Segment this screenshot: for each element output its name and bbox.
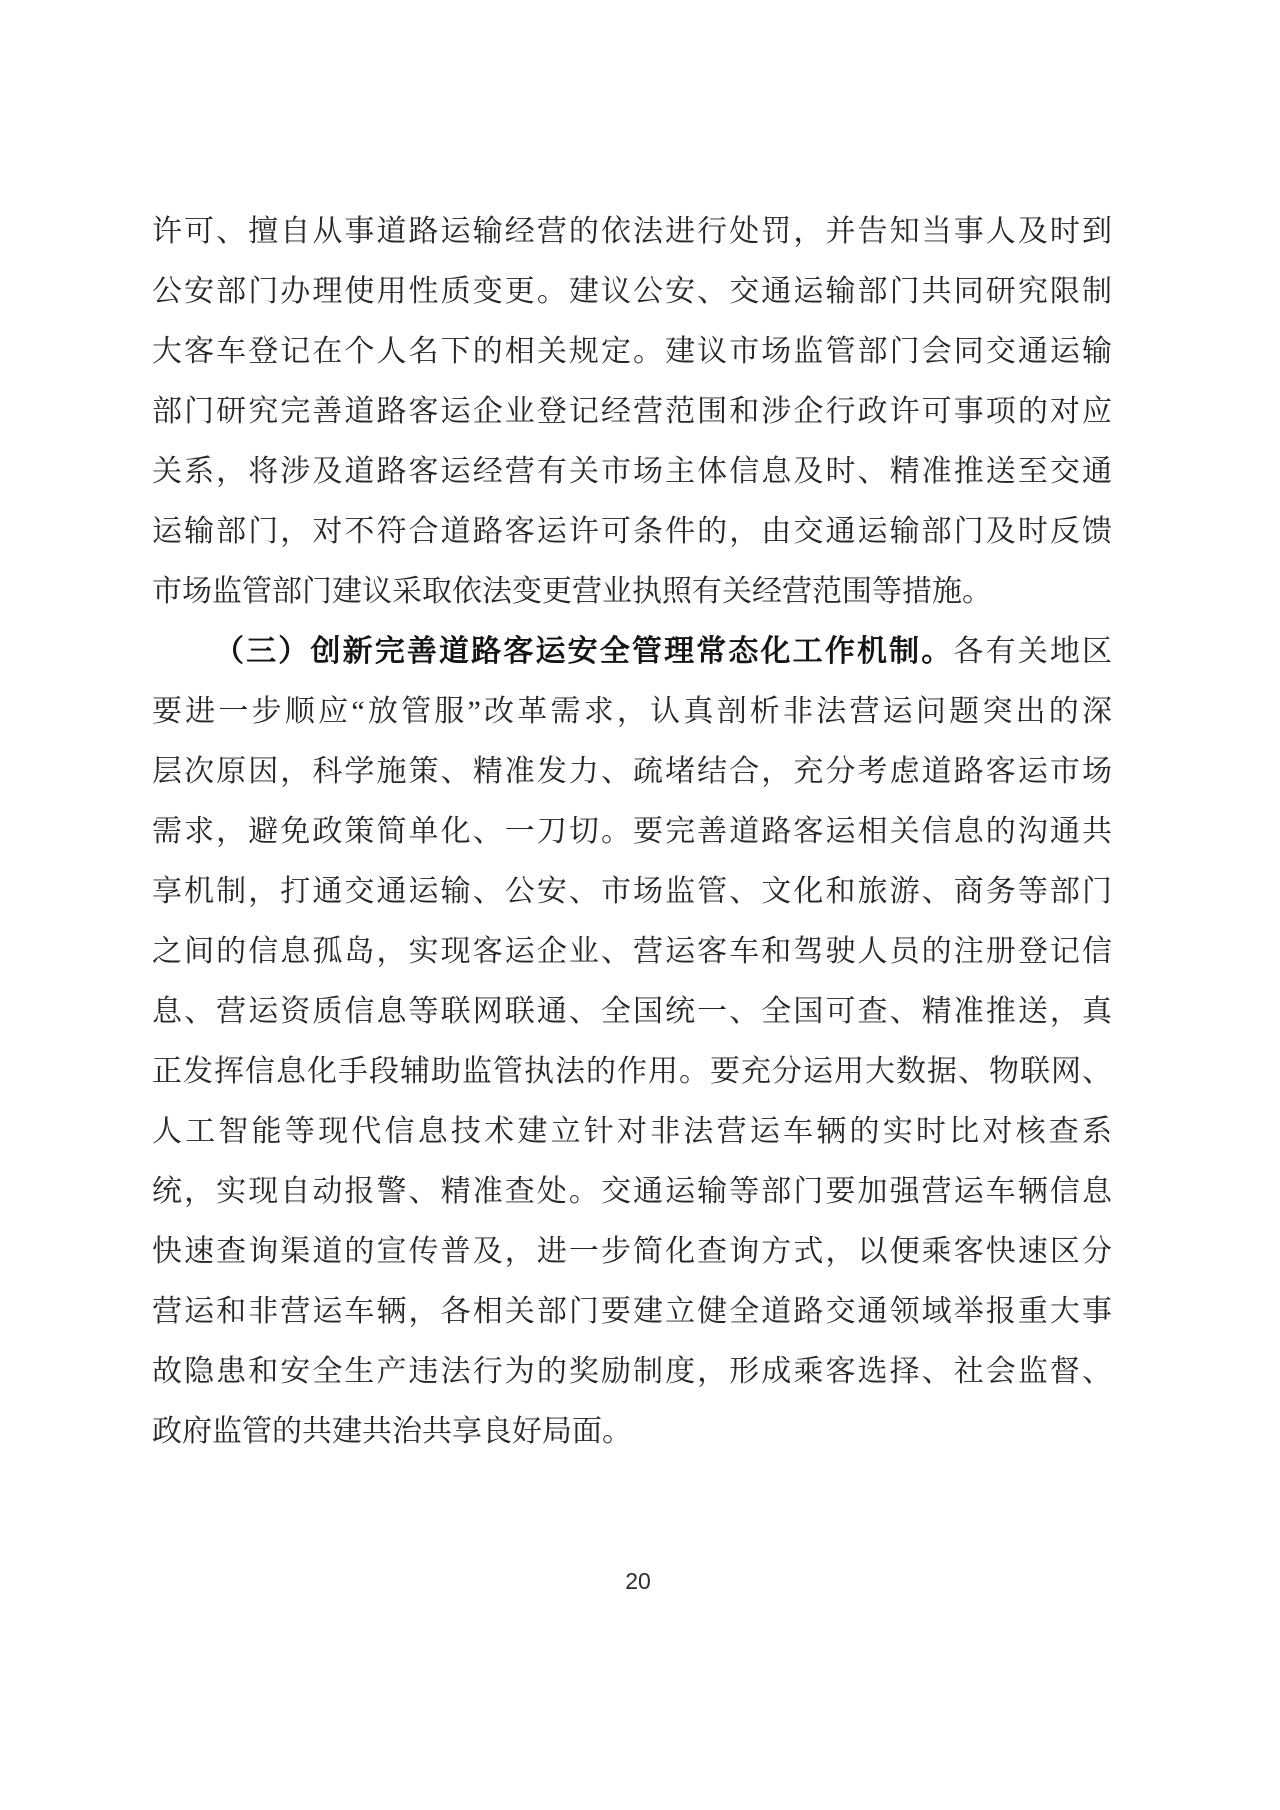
page-number: 20 — [625, 1568, 651, 1594]
body-line: 营运和非营运车辆，各相关部门要建立健全道路交通领域举报重大事 — [152, 1295, 1112, 1328]
body-line: 需求，避免政策简单化、一刀切。要完善道路客运相关信息的沟通共 — [152, 815, 1112, 848]
body-line: 大客车登记在个人名下的相关规定。建议市场监管部门会同交通运输 — [152, 335, 1112, 368]
body-line: 要进一步顺应“放管服”改革需求，认真剖析非法营运问题突出的深 — [152, 695, 1112, 728]
section-heading-line — [152, 622, 1112, 682]
body-line: 享机制，打通交通运输、公安、市场监管、文化和旅游、商务等部门 — [152, 875, 1112, 908]
body-line: 人工智能等现代信息技术建立针对非法营运车辆的实时比对核查系 — [152, 1115, 1112, 1148]
section-heading: （三）创新完善道路客运安全管理常态化工作机制。 — [214, 635, 954, 668]
body-line: 运输部门，对不符合道路客运许可条件的，由交通运输部门及时反馈 — [152, 515, 1112, 548]
body-line: 之间的信息孤岛，实现客运企业、营运客车和驾驶人员的注册登记信 — [152, 935, 1112, 968]
body-line: 关系，将涉及道路客运经营有关市场主体信息及时、精准推送至交通 — [152, 455, 1112, 488]
body-line: 许可、擅自从事道路运输经营的依法进行处罚，并告知当事人及时到 — [152, 215, 1112, 248]
body-line: 统，实现自动报警、精准查处。交通运输等部门要加强营运车辆信息 — [152, 1175, 1112, 1208]
body-line: 正发挥信息化手段辅助监管执法的作用。要充分运用大数据、物联网、 — [152, 1055, 1112, 1088]
body-line: 层次原因，科学施策、精准发力、疏堵结合，充分考虑道路客运市场 — [152, 755, 1112, 788]
section-heading-continuation: 各有关地区 — [953, 635, 1112, 668]
body-line: 息、营运资质信息等联网联通、全国统一、全国可查、精准推送，真 — [152, 995, 1112, 1028]
body-line: 市场监管部门建议采取依法变更营业执照有关经营范围等措施。 — [152, 575, 992, 608]
body-line: 快速查询渠道的宣传普及，进一步简化查询方式，以便乘客快速区分 — [152, 1235, 1112, 1268]
body-line: 部门研究完善道路客运企业登记经营范围和涉企行政许可事项的对应 — [152, 395, 1112, 428]
body-text — [152, 202, 1112, 1462]
body-line: 政府监管的共建共治共享良好局面。 — [152, 1415, 632, 1448]
body-line: 故隐患和安全生产违法行为的奖励制度，形成乘客选择、社会监督、 — [152, 1355, 1112, 1388]
body-line: 公安部门办理使用性质变更。建议公安、交通运输部门共同研究限制 — [152, 275, 1112, 308]
